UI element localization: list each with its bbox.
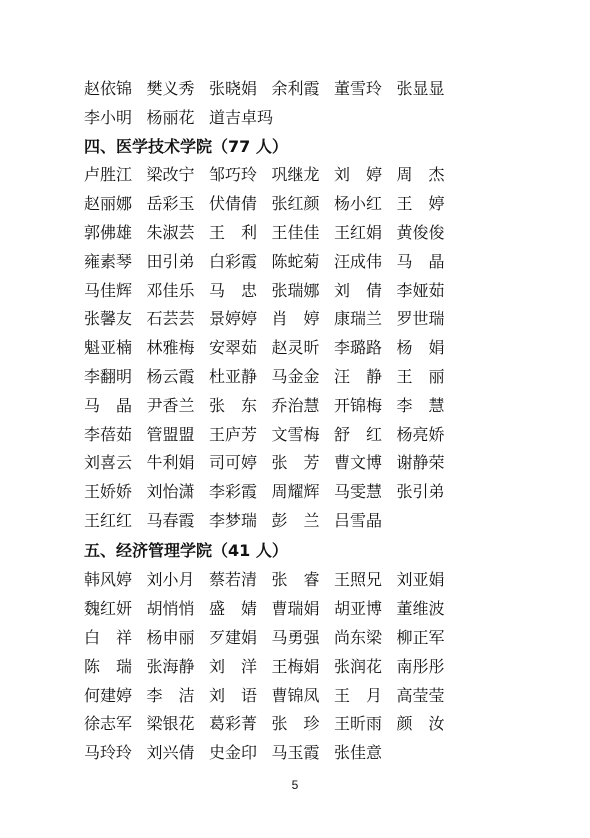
person-name: 李蓓茹: [84, 424, 133, 444]
person-name: 周 杰: [396, 165, 445, 185]
person-name: 张馨友: [84, 309, 133, 329]
page-number: 5: [291, 778, 299, 792]
person-name: 陈蛇菊: [271, 251, 320, 271]
person-name: 李娅茹: [396, 280, 445, 300]
name-row: [84, 334, 464, 363]
name-row: [84, 391, 464, 420]
person-name: 赵灵昕: [271, 338, 320, 358]
person-name: 巩继龙: [271, 165, 320, 185]
person-name: 朱淑芸: [146, 222, 195, 242]
person-name: 颜 汝: [396, 714, 445, 734]
person-name: 周耀辉: [271, 482, 320, 502]
name-row: [84, 305, 464, 334]
person-name: 南彤彤: [396, 656, 445, 676]
person-name: 柳正军: [396, 627, 445, 647]
person-name: 马 晶: [84, 395, 133, 415]
name-row: [84, 420, 464, 449]
person-name: 尚东梁: [334, 627, 383, 647]
person-name: 王梅娟: [271, 656, 320, 676]
person-name: 张润花: [334, 656, 383, 676]
person-name: 安翠茹: [209, 338, 258, 358]
person-name: 胡亚博: [334, 599, 383, 619]
person-name: 王娇娇: [84, 482, 133, 502]
person-name: 道吉卓玛: [209, 108, 274, 128]
person-name: 李梦瑞: [209, 510, 258, 530]
person-name: 景婷婷: [209, 309, 258, 329]
person-name: 王佳佳: [271, 222, 320, 242]
person-name: 李 洁: [146, 685, 195, 705]
person-name: 歹建娟: [209, 627, 258, 647]
person-name: 王庐芳: [209, 424, 258, 444]
person-name: 邓佳乐: [146, 280, 195, 300]
person-name: 张 珍: [271, 714, 320, 734]
name-row: [84, 449, 464, 478]
person-name: 李翻明: [84, 366, 133, 386]
person-name: 邹巧玲: [209, 165, 258, 185]
person-name: 伏倩倩: [209, 194, 258, 214]
name-row: [84, 478, 464, 507]
person-name: 张海静: [146, 656, 195, 676]
name-row: [84, 161, 464, 190]
person-name: 徐志军: [84, 714, 133, 734]
name-row: [84, 247, 464, 276]
person-name: 李 慧: [396, 395, 445, 415]
person-name: 康瑞兰: [334, 309, 383, 329]
person-name: 魏红妍: [84, 599, 133, 619]
name-list-continued: [84, 75, 464, 133]
person-name: 高莹莹: [396, 685, 445, 705]
person-name: 杜亚静: [209, 366, 258, 386]
person-name: 王红红: [84, 510, 133, 530]
name-row: [84, 739, 464, 768]
person-name: 魁亚楠: [84, 338, 133, 358]
person-name: 尹香兰: [146, 395, 195, 415]
section-heading-economics-management: 五、经济管理学院（41 人）: [84, 541, 288, 560]
name-row: [84, 276, 464, 305]
person-name: 汪成伟: [334, 251, 383, 271]
person-name: 杨 娟: [396, 338, 445, 358]
person-name: 雍素琴: [84, 251, 133, 271]
person-name: 张红颜: [271, 194, 320, 214]
person-name: 刘 语: [209, 685, 258, 705]
person-name: 赵依锦: [84, 79, 133, 99]
person-name: 卢胜江: [84, 165, 133, 185]
person-name: 罗世瑞: [396, 309, 445, 329]
person-name: 李小明: [84, 108, 133, 128]
name-row: [84, 710, 464, 739]
person-name: 曹锦凤: [271, 685, 320, 705]
person-name: 葛彩菁: [209, 714, 258, 734]
person-name: 张佳意: [334, 743, 383, 763]
person-name: 刘怡潇: [146, 482, 195, 502]
person-name: 马 晶: [396, 251, 445, 271]
person-name: 舒 红: [334, 424, 383, 444]
person-name: 马雯慧: [334, 482, 383, 502]
person-name: 盛 婧: [209, 599, 258, 619]
person-name: 石芸芸: [146, 309, 195, 329]
person-name: 张 东: [209, 395, 258, 415]
person-name: 王 利: [209, 222, 258, 242]
person-name: 白 祥: [84, 627, 133, 647]
person-name: 余利霞: [271, 79, 320, 99]
name-list-medical-technology: [84, 161, 464, 535]
name-row: [84, 507, 464, 536]
person-name: 董维波: [396, 599, 445, 619]
person-name: 杨申丽: [146, 627, 195, 647]
person-name: 开锦梅: [334, 395, 383, 415]
person-name: 乔治慧: [271, 395, 320, 415]
person-name: 何建婷: [84, 685, 133, 705]
person-name: 张 睿: [271, 570, 320, 590]
name-row: [84, 624, 464, 653]
person-name: 王 月: [334, 685, 383, 705]
person-name: 刘亚娟: [396, 570, 445, 590]
person-name: 黄俊俊: [396, 222, 445, 242]
name-row: [84, 104, 464, 133]
person-name: 刘 倩: [334, 280, 383, 300]
name-row: [84, 219, 464, 248]
person-name: 马春霞: [146, 510, 195, 530]
person-name: 马玉霞: [271, 743, 320, 763]
person-name: 白彩霞: [209, 251, 258, 271]
person-name: 马玲玲: [84, 743, 133, 763]
person-name: 彭 兰: [271, 510, 320, 530]
person-name: 刘 婷: [334, 165, 383, 185]
person-name: 王照兄: [334, 570, 383, 590]
name-row: [84, 363, 464, 392]
name-row: [84, 652, 464, 681]
section-heading-medical-technology: 四、医学技术学院（77 人）: [84, 137, 288, 156]
person-name: 张引弟: [396, 482, 445, 502]
person-name: 曹文博: [334, 453, 383, 473]
person-name: 刘喜云: [84, 453, 133, 473]
person-name: 郭佛雄: [84, 222, 133, 242]
person-name: 王 婷: [396, 194, 445, 214]
person-name: 王 丽: [396, 366, 445, 386]
person-name: 张瑞娜: [271, 280, 320, 300]
person-name: 张显显: [396, 79, 445, 99]
person-name: 谢静荣: [396, 453, 445, 473]
name-row: [84, 190, 464, 219]
person-name: 杨亮娇: [396, 424, 445, 444]
person-name: 蔡若清: [209, 570, 258, 590]
name-row: [84, 595, 464, 624]
person-name: 司可婷: [209, 453, 258, 473]
person-name: 李璐路: [334, 338, 383, 358]
person-name: 王红娟: [334, 222, 383, 242]
person-name: 马金金: [271, 366, 320, 386]
person-name: 马佳辉: [84, 280, 133, 300]
person-name: 胡悄悄: [146, 599, 195, 619]
person-name: 马 忠: [209, 280, 258, 300]
person-name: 梁银花: [146, 714, 195, 734]
person-name: 梁改宁: [146, 165, 195, 185]
person-name: 汪 静: [334, 366, 383, 386]
person-name: 林雅梅: [146, 338, 195, 358]
person-name: 张 芳: [271, 453, 320, 473]
person-name: 杨小红: [334, 194, 383, 214]
person-name: 牛利娟: [146, 453, 195, 473]
person-name: 刘小月: [146, 570, 195, 590]
person-name: 杨丽花: [146, 108, 195, 128]
person-name: 吕雪晶: [334, 510, 383, 530]
person-name: 李彩霞: [209, 482, 258, 502]
person-name: 韩风婷: [84, 570, 133, 590]
name-list-economics-management: [84, 566, 464, 768]
person-name: 曹瑞娟: [271, 599, 320, 619]
person-name: 管盟盟: [146, 424, 195, 444]
person-name: 田引弟: [146, 251, 195, 271]
person-name: 陈 瑞: [84, 656, 133, 676]
person-name: 肖 婷: [271, 309, 320, 329]
name-row: [84, 75, 464, 104]
person-name: 文雪梅: [271, 424, 320, 444]
name-row: [84, 681, 464, 710]
person-name: 王昕雨: [334, 714, 383, 734]
person-name: 岳彩玉: [146, 194, 195, 214]
person-name: 张晓娟: [209, 79, 258, 99]
name-row: [84, 566, 464, 595]
person-name: 刘兴倩: [146, 743, 195, 763]
person-name: 杨云霞: [146, 366, 195, 386]
person-name: 马勇强: [271, 627, 320, 647]
person-name: 刘 洋: [209, 656, 258, 676]
person-name: 董雪玲: [334, 79, 383, 99]
person-name: 樊义秀: [146, 79, 195, 99]
person-name: 赵丽娜: [84, 194, 133, 214]
person-name: 史金印: [209, 743, 258, 763]
